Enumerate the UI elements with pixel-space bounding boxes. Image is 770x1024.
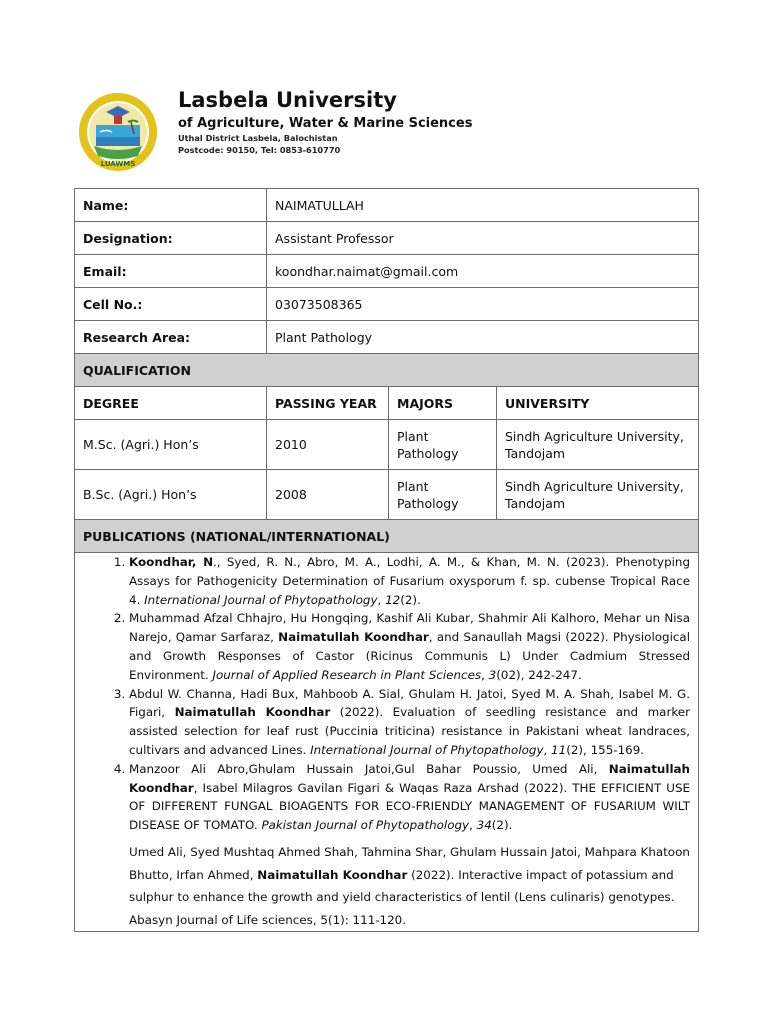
col-header-university: UNIVERSITY — [497, 387, 699, 420]
qualification-row — [75, 470, 699, 520]
research-area-row — [75, 321, 699, 354]
name-row — [75, 189, 699, 222]
journal-volume: 12 — [385, 592, 401, 607]
journal-name: International Journal of Phytopathology — [310, 742, 544, 757]
majors-cell: Plant Pathology — [389, 420, 497, 470]
designation-row — [75, 222, 699, 255]
journal-volume: 34 — [476, 818, 492, 833]
university-name: Lasbela University — [178, 88, 397, 112]
publication-item: 2. Muhammad Afzal Chhajro, Hu Hongqing, Kashif Ali Kubar, Shahmir Ali Kalhoro, Mehar un Nisa Narejo, Qamar Sarfaraz, Naimatullah Koondhar, and Sanaullah Magsi (2022). Physiological and Growth Responses of Castor (Ricinus Communis L) Under Cadmium Stressed Environment. Journal of Applied Research in Plant Sciences, 3(02), 242-247. — [129, 609, 690, 684]
publications-heading: PUBLICATIONS (NATIONAL/INTERNATIONAL) — [75, 520, 699, 553]
journal-volume: 3 — [488, 667, 497, 682]
publications-cell — [75, 553, 699, 932]
journal-name: Journal of Applied Research in Plant Sciences — [212, 667, 482, 682]
publication-item-unnumbered: Umed Ali, Syed Mushtaq Ahmed Shah, Tahmina Shar, Ghulam Hussain Jatoi, Mahpara Khatoon Bhutto, Irfan Ahmed, Naimatullah Koondhar (2022). Interactive impact of potassium and sulphur to enhance the growth and yield characteristics of lentil (Lens culinaris) genotypes. Abasyn Journal of Life sciences, 5(1): 111-120. — [129, 844, 690, 927]
qualification-section-row — [75, 354, 699, 387]
publication-item: 1. Koondhar, N., Syed, R. N., Abro, M. A., Lodhi, A. M., & Khan, M. N. (2023). Phenotyping Assays for Pathogenicity Determination of Fusarium oxysporum f. sp. cubense Tropical Race 4. International Journal of Phytopathology, 12(2). — [129, 553, 690, 609]
cell-label: Cell No.: — [75, 288, 267, 321]
profile-table — [74, 188, 699, 932]
research-area-value: Plant Pathology — [267, 321, 699, 354]
majors-cell: Plant Pathology — [389, 470, 497, 520]
col-header-majors: MAJORS — [389, 387, 497, 420]
svg-text:LUAWMS: LUAWMS — [100, 160, 136, 168]
email-label: Email: — [75, 255, 267, 288]
publications-row — [75, 553, 699, 932]
highlighted-author: Naimatullah Koondhar — [278, 630, 429, 645]
university-subtitle: of Agriculture, Water & Marine Sciences — [178, 116, 473, 131]
research-area-label: Research Area: — [75, 321, 267, 354]
publication-list — [83, 553, 690, 835]
qualification-row — [75, 420, 699, 470]
university-cell: Sindh Agriculture University, Tandojam — [497, 470, 699, 520]
university-logo-icon — [78, 92, 158, 172]
highlighted-author: Koondhar, N — [129, 555, 214, 569]
col-header-degree: DEGREE — [75, 387, 267, 420]
highlighted-author: Naimatullah Koondhar — [129, 761, 691, 795]
university-address: Uthal District Lasbela, Balochistan — [178, 133, 338, 143]
journal-name: International Journal of Phytopathology — [144, 592, 378, 607]
degree-cell: B.Sc. (Agri.) Hon’s — [75, 470, 267, 520]
highlighted-author: Naimatullah Koondhar — [174, 705, 331, 720]
year-cell: 2010 — [267, 420, 389, 470]
cell-value: 03073508365 — [267, 288, 699, 321]
cell-row — [75, 288, 699, 321]
col-header-passing-year: PASSING YEAR — [267, 387, 389, 420]
name-label: Name: — [75, 189, 267, 222]
email-row — [75, 255, 699, 288]
publications-section-row — [75, 520, 699, 553]
year-cell: 2008 — [267, 470, 389, 520]
university-postcode: Postcode: 90150, Tel: 0853-610770 — [178, 145, 341, 155]
qualification-header-row — [75, 387, 699, 420]
designation-label: Designation: — [75, 222, 267, 255]
letterhead — [0, 0, 770, 180]
name-value: NAIMATULLAH — [267, 189, 699, 222]
journal-name: Pakistan Journal of Phytopathology — [261, 818, 470, 833]
designation-value: Assistant Professor — [267, 222, 699, 255]
publication-item: 3. Abdul W. Channa, Hadi Bux, Mahboob A. Sial, Ghulam H. Jatoi, Syed M. A. Shah, Isabel M. G. Figari, Naimatullah Koondhar (2022). Evaluation of seedling resistance and marker assisted selection for leaf rust (Puccinia triticina) resistance in Pakistani wheat landraces, cultivars and advanced Lines. International Journal of Phytopathology, 11(2), 155-169. — [129, 685, 690, 760]
email-value: koondhar.naimat@gmail.com — [267, 255, 699, 288]
degree-cell: M.Sc. (Agri.) Hon’s — [75, 420, 267, 470]
journal-volume: 11 — [551, 742, 567, 757]
highlighted-author: Naimatullah Koondhar — [257, 867, 408, 882]
university-cell: Sindh Agriculture University, Tandojam — [497, 420, 699, 470]
publication-item: 4. Manzoor Ali Abro,Ghulam Hussain Jatoi,Gul Bahar Poussio, Umed Ali, Naimatullah Koondhar, Isabel Milagros Gavilan Figari & Waqas Raza Arshad (2022). THE EFFICIENT USE OF DIFFERENT FUNGAL BIOAGENTS FOR ECO-FRIENDLY MANAGEMENT OF FUSARIUM WILT DISEASE OF TOMATO. Pakistan Journal of Phytopathology, 34(2). — [129, 760, 690, 835]
qualification-heading: QUALIFICATION — [75, 354, 699, 387]
